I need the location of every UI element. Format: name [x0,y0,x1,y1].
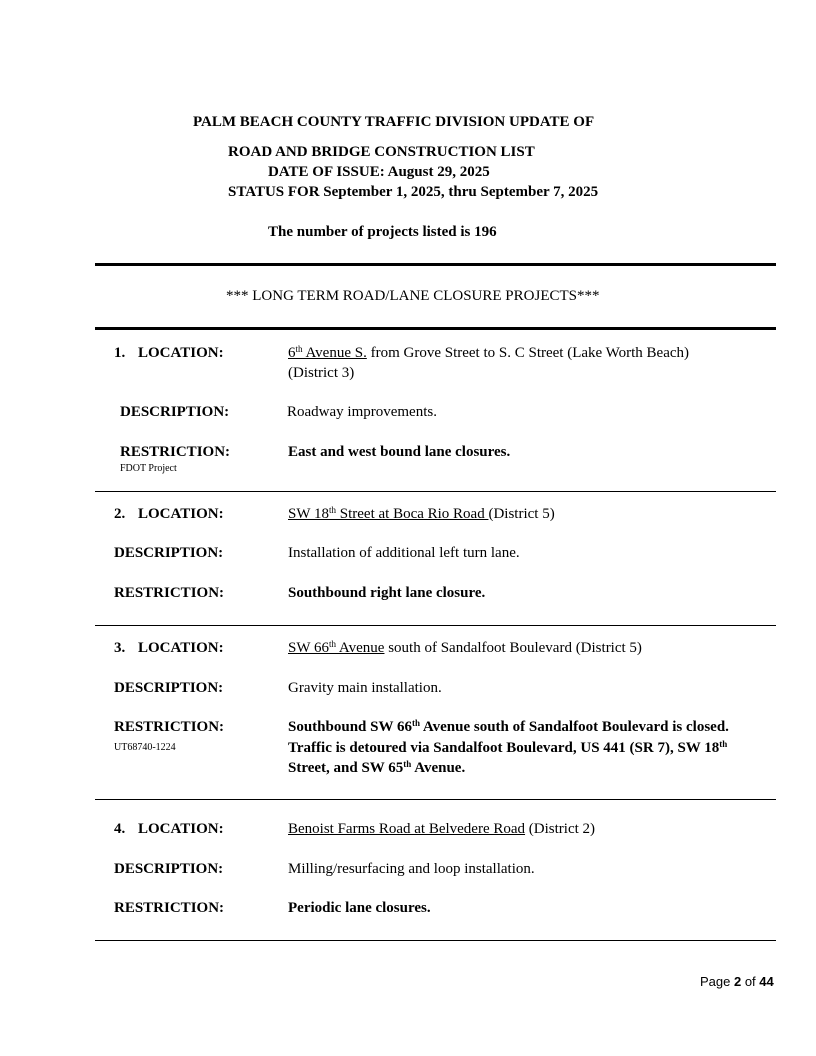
location-label: LOCATION: [138,821,224,837]
report-title-line1: PALM BEACH COUNTY TRAFFIC DIVISION UPDATE OF [193,114,595,130]
divider [95,940,776,941]
divider [95,625,776,626]
location-label: LOCATION: [138,345,224,361]
restriction-label: RESTRICTION: [120,444,231,460]
project-note: FDOT Project [120,463,177,474]
description-value: Roadway improvements. [287,404,437,420]
divider [95,327,776,330]
location-value: SW 66th Avenue south of Sandalfoot Boulevard (District 5) [288,639,642,656]
restriction-value: East and west bound lane closures. [288,444,511,460]
restriction-label: RESTRICTION: [114,719,225,735]
description-value: Installation of additional left turn lane. [288,545,520,561]
divider [95,263,776,266]
location-value: Benoist Farms Road at Belvedere Road (District 2) [288,821,596,837]
project-number: 2. [114,506,126,522]
description-label: DESCRIPTION: [120,404,230,420]
project-note: UT68740-1224 [114,742,176,753]
description-label: DESCRIPTION: [114,680,224,696]
status-period: STATUS FOR September 1, 2025, thru September 7, 2025 [228,184,599,200]
location-value-line2: (District 3) [288,365,355,381]
section-title: *** LONG TERM ROAD/LANE CLOSURE PROJECTS*** [226,288,600,304]
restriction-label: RESTRICTION: [114,585,225,601]
restriction-value-line1: Southbound SW 66th Avenue south of Sandalfoot Boulevard is closed. [288,718,729,735]
project-number: 3. [114,640,126,656]
project-number: 1. [114,345,126,361]
divider [95,491,776,492]
location-label: LOCATION: [138,506,224,522]
description-label: DESCRIPTION: [114,545,224,561]
report-title-line2: ROAD AND BRIDGE CONSTRUCTION LIST [228,144,535,160]
location-value: 6th Avenue S. from Grove Street to S. C Street (Lake Worth Beach) [288,344,690,361]
divider [95,799,776,800]
restriction-value: Periodic lane closures. [288,900,431,916]
issue-date: DATE OF ISSUE: August 29, 2025 [268,164,490,180]
restriction-value: Southbound right lane closure. [288,585,486,601]
page-number: Page 2 of 44 [700,974,774,989]
description-label: DESCRIPTION: [114,861,224,877]
project-number: 4. [114,821,126,837]
location-value: SW 18th Street at Boca Rio Road (District 5) [288,505,555,522]
description-value: Milling/resurfacing and loop installation. [288,861,535,877]
description-value: Gravity main installation. [288,680,442,696]
restriction-value-line2: Traffic is detoured via Sandalfoot Boulevard, US 441 (SR 7), SW 18th [288,739,728,756]
restriction-label: RESTRICTION: [114,900,225,916]
restriction-value-line3: Street, and SW 65th Avenue. [288,759,466,776]
project-count: The number of projects listed is 196 [268,224,497,240]
location-label: LOCATION: [138,640,224,656]
